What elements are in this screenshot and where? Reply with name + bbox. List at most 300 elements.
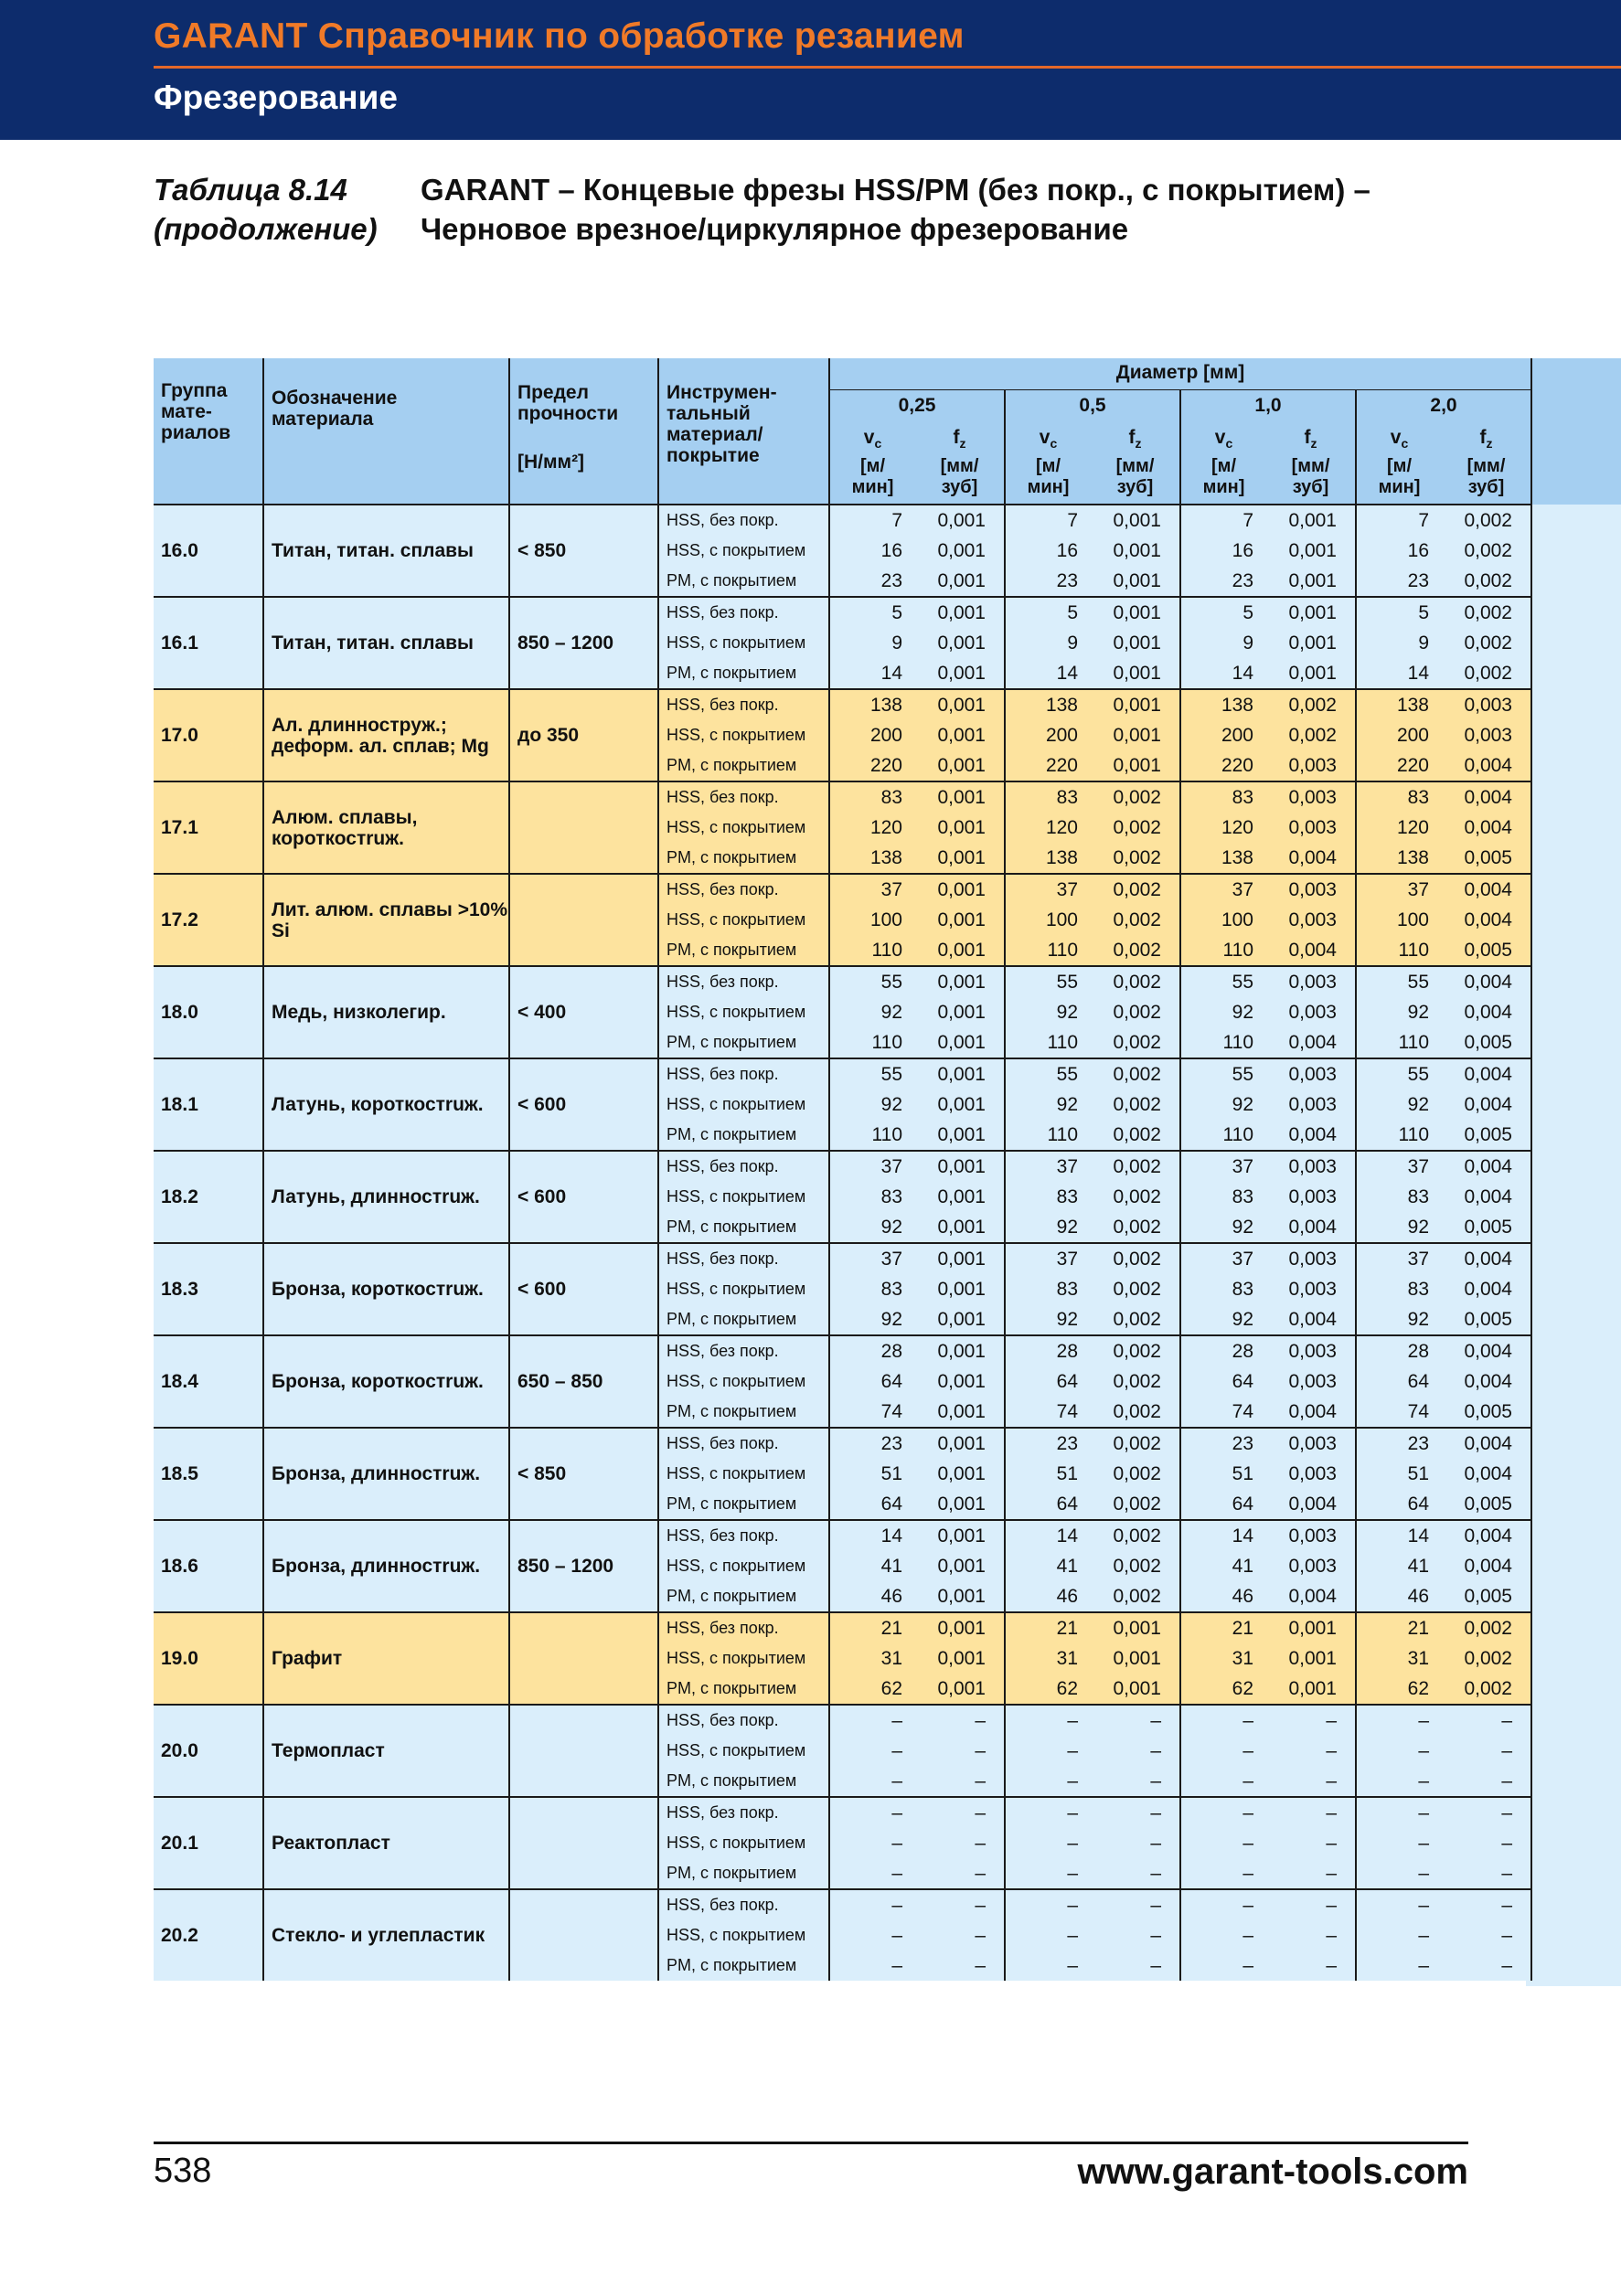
fz-value: 0,001 bbox=[915, 750, 1005, 781]
fz-value: 0,002 bbox=[1091, 874, 1180, 905]
vc-value: 138 bbox=[1005, 843, 1091, 874]
vc-value: – bbox=[1356, 1705, 1442, 1736]
fz-value: 0,002 bbox=[1442, 1643, 1531, 1674]
vc-value: – bbox=[1356, 1858, 1442, 1889]
vc-value: 92 bbox=[1356, 1304, 1442, 1335]
fz-value: 0,002 bbox=[1091, 966, 1180, 997]
vc-value: 110 bbox=[1180, 1027, 1266, 1058]
header-fz: $f_z$ bbox=[1091, 423, 1180, 451]
fz-value: 0,002 bbox=[1442, 566, 1531, 597]
vc-value: – bbox=[1356, 1951, 1442, 1981]
vc-value: 5 bbox=[829, 597, 915, 628]
fz-value: – bbox=[1442, 1828, 1531, 1858]
material-name: Алюм. сплавы, короткостruж. bbox=[263, 781, 509, 874]
material-name: Стекло- и углепластик bbox=[263, 1889, 509, 1981]
table-row bbox=[154, 1520, 1531, 1551]
tool-material: HSS, без покр. bbox=[658, 1889, 829, 1920]
fz-value: – bbox=[915, 1705, 1005, 1736]
tensile-strength bbox=[509, 781, 658, 874]
fz-value: – bbox=[1091, 1736, 1180, 1766]
tensile-strength: 650 – 850 bbox=[509, 1335, 658, 1428]
tensile-strength: < 600 bbox=[509, 1151, 658, 1243]
fz-value: 0,001 bbox=[915, 1581, 1005, 1612]
header-vc: $v_c$ bbox=[1356, 423, 1442, 451]
fz-value: 0,001 bbox=[915, 1027, 1005, 1058]
fz-value: 0,003 bbox=[1266, 1243, 1356, 1274]
tool-material: PM, с покрытием bbox=[658, 843, 829, 874]
fz-value: 0,002 bbox=[1091, 1090, 1180, 1120]
fz-value: – bbox=[1266, 1797, 1356, 1828]
vc-value: 51 bbox=[1005, 1459, 1091, 1489]
fz-value: 0,002 bbox=[1091, 843, 1180, 874]
header-subtitle: Фрезерование bbox=[154, 79, 398, 116]
vc-value: – bbox=[1180, 1951, 1266, 1981]
tool-material: HSS, с покрытием bbox=[658, 1828, 829, 1858]
tool-material: HSS, с покрытием bbox=[658, 1090, 829, 1120]
vc-value: 23 bbox=[829, 1428, 915, 1459]
material-group: 16.0 bbox=[154, 505, 263, 597]
fz-value: 0,004 bbox=[1266, 1581, 1356, 1612]
material-name: Графит bbox=[263, 1612, 509, 1705]
fz-value: 0,001 bbox=[1091, 720, 1180, 750]
material-group: 19.0 bbox=[154, 1612, 263, 1705]
fz-value: 0,001 bbox=[1266, 628, 1356, 658]
vc-value: 110 bbox=[1005, 1120, 1091, 1151]
fz-value: 0,003 bbox=[1266, 1459, 1356, 1489]
fz-value: 0,004 bbox=[1442, 781, 1531, 813]
vc-value: 138 bbox=[1180, 843, 1266, 874]
tool-material: HSS, с покрытием bbox=[658, 720, 829, 750]
fz-value: 0,002 bbox=[1091, 1397, 1180, 1428]
tensile-strength: < 600 bbox=[509, 1243, 658, 1335]
fz-value: 0,001 bbox=[915, 874, 1005, 905]
fz-value: – bbox=[915, 1736, 1005, 1766]
fz-value: 0,004 bbox=[1442, 966, 1531, 997]
vc-value: – bbox=[829, 1951, 915, 1981]
vc-value: 200 bbox=[1180, 720, 1266, 750]
fz-value: 0,002 bbox=[1091, 1581, 1180, 1612]
table-row bbox=[154, 1243, 1531, 1274]
tool-material: PM, с покрытием bbox=[658, 1120, 829, 1151]
vc-value: 46 bbox=[1005, 1581, 1091, 1612]
fz-value: 0,002 bbox=[1091, 1182, 1180, 1212]
fz-value: 0,002 bbox=[1091, 1027, 1180, 1058]
fz-value: 0,001 bbox=[915, 597, 1005, 628]
header-fz: $f_z$ bbox=[1266, 423, 1356, 451]
vc-value: 7 bbox=[1180, 505, 1266, 536]
fz-value: 0,004 bbox=[1266, 1027, 1356, 1058]
vc-value: – bbox=[1005, 1858, 1091, 1889]
fz-value: 0,004 bbox=[1442, 874, 1531, 905]
vc-value: 110 bbox=[1356, 1120, 1442, 1151]
fz-value: – bbox=[1442, 1951, 1531, 1981]
fz-value: 0,002 bbox=[1091, 1120, 1180, 1151]
fz-value: 0,002 bbox=[1091, 935, 1180, 966]
vc-value: 83 bbox=[1180, 781, 1266, 813]
fz-value: 0,003 bbox=[1266, 1551, 1356, 1581]
material-name: Бронза, длинностruж. bbox=[263, 1428, 509, 1520]
vc-value: 138 bbox=[1180, 689, 1266, 720]
fz-value: 0,001 bbox=[915, 781, 1005, 813]
fz-value: 0,003 bbox=[1266, 1274, 1356, 1304]
material-name: Ал. длинноструж.; деформ. ал. сплав; Mg bbox=[263, 689, 509, 781]
vc-value: 46 bbox=[1180, 1581, 1266, 1612]
vc-value: 46 bbox=[829, 1581, 915, 1612]
vc-value: 37 bbox=[1005, 1151, 1091, 1182]
tool-material: HSS, без покр. bbox=[658, 781, 829, 813]
vc-value: 92 bbox=[1180, 997, 1266, 1027]
fz-value: 0,003 bbox=[1266, 1151, 1356, 1182]
vc-value: – bbox=[1005, 1736, 1091, 1766]
vc-value: 110 bbox=[829, 1120, 915, 1151]
vc-value: – bbox=[1356, 1766, 1442, 1797]
fz-value: 0,002 bbox=[1091, 905, 1180, 935]
fz-value: 0,002 bbox=[1091, 1489, 1180, 1520]
vc-value: 83 bbox=[1356, 1274, 1442, 1304]
vc-value: 100 bbox=[1005, 905, 1091, 935]
vc-value: 37 bbox=[1180, 1243, 1266, 1274]
fz-value: – bbox=[1266, 1858, 1356, 1889]
vc-value: 9 bbox=[1180, 628, 1266, 658]
fz-value: 0,001 bbox=[915, 1151, 1005, 1182]
material-group: 20.1 bbox=[154, 1797, 263, 1889]
vc-value: – bbox=[1180, 1797, 1266, 1828]
vc-value: 74 bbox=[829, 1397, 915, 1428]
vc-value: 200 bbox=[1005, 720, 1091, 750]
fz-value: – bbox=[915, 1828, 1005, 1858]
material-group: 20.2 bbox=[154, 1889, 263, 1981]
vc-value: 14 bbox=[1356, 1520, 1442, 1551]
tool-material: HSS, без покр. bbox=[658, 1058, 829, 1090]
vc-value: – bbox=[829, 1766, 915, 1797]
fz-value: 0,001 bbox=[1091, 1643, 1180, 1674]
vc-value: 23 bbox=[1356, 1428, 1442, 1459]
header-title: GARANT Справочник по обработке резанием bbox=[154, 16, 965, 56]
header-fz-unit: [мм/ зуб] bbox=[1266, 451, 1356, 505]
vc-value: 64 bbox=[829, 1366, 915, 1397]
vc-value: 64 bbox=[1356, 1489, 1442, 1520]
vc-value: 220 bbox=[1005, 750, 1091, 781]
vc-value: – bbox=[829, 1920, 915, 1951]
fz-value: 0,001 bbox=[1091, 658, 1180, 689]
fz-value: – bbox=[1442, 1766, 1531, 1797]
fz-value: 0,004 bbox=[1442, 1520, 1531, 1551]
fz-value: 0,001 bbox=[915, 1058, 1005, 1090]
table-caption-label bbox=[154, 170, 378, 249]
fz-value: 0,004 bbox=[1442, 1243, 1531, 1274]
fz-value: – bbox=[915, 1766, 1005, 1797]
fz-value: – bbox=[1091, 1705, 1180, 1736]
fz-value: 0,001 bbox=[1091, 1674, 1180, 1705]
table-row bbox=[154, 874, 1531, 905]
table-row bbox=[154, 1797, 1531, 1828]
fz-value: 0,002 bbox=[1091, 813, 1180, 843]
fz-value: 0,001 bbox=[1091, 505, 1180, 536]
fz-value: 0,004 bbox=[1442, 1058, 1531, 1090]
fz-value: 0,001 bbox=[1091, 750, 1180, 781]
vc-value: 92 bbox=[1180, 1304, 1266, 1335]
tool-material: HSS, без покр. bbox=[658, 1243, 829, 1274]
table-row bbox=[154, 966, 1531, 997]
tool-material: HSS, без покр. bbox=[658, 1797, 829, 1828]
tool-material: HSS, с покрытием bbox=[658, 905, 829, 935]
vc-value: 92 bbox=[1005, 1212, 1091, 1243]
header-diameter: Диаметр [мм] bbox=[829, 358, 1531, 389]
tool-material: PM, с покрытием bbox=[658, 1212, 829, 1243]
vc-value: 92 bbox=[829, 1090, 915, 1120]
table-row bbox=[154, 1058, 1531, 1090]
vc-value: 220 bbox=[1180, 750, 1266, 781]
vc-value: 83 bbox=[1356, 1182, 1442, 1212]
fz-value: 0,005 bbox=[1442, 843, 1531, 874]
vc-value: 7 bbox=[1356, 505, 1442, 536]
fz-value: 0,002 bbox=[1442, 628, 1531, 658]
fz-value: 0,001 bbox=[1266, 1612, 1356, 1643]
vc-value: 110 bbox=[1356, 935, 1442, 966]
vc-value: 74 bbox=[1180, 1397, 1266, 1428]
fz-value: 0,001 bbox=[1091, 689, 1180, 720]
vc-value: 14 bbox=[829, 658, 915, 689]
header-diameter-value: 0,25 bbox=[829, 389, 1005, 423]
fz-value: 0,003 bbox=[1266, 781, 1356, 813]
tool-material: HSS, с покрытием bbox=[658, 1459, 829, 1489]
vc-value: 55 bbox=[1005, 966, 1091, 997]
tool-material: HSS, без покр. bbox=[658, 1151, 829, 1182]
fz-value: 0,004 bbox=[1442, 813, 1531, 843]
vc-value: 5 bbox=[1356, 597, 1442, 628]
material-group: 17.2 bbox=[154, 874, 263, 966]
vc-value: 37 bbox=[1356, 1151, 1442, 1182]
tensile-strength: 850 – 1200 bbox=[509, 597, 658, 689]
vc-value: 55 bbox=[829, 1058, 915, 1090]
vc-value: 9 bbox=[1356, 628, 1442, 658]
material-group: 17.0 bbox=[154, 689, 263, 781]
vc-value: 110 bbox=[1005, 935, 1091, 966]
vc-value: 74 bbox=[1356, 1397, 1442, 1428]
header-group: Группа мате- риалов bbox=[154, 358, 263, 505]
fz-value: 0,005 bbox=[1442, 1581, 1531, 1612]
table-row bbox=[154, 689, 1531, 720]
vc-value: – bbox=[1356, 1889, 1442, 1920]
vc-value: 23 bbox=[829, 566, 915, 597]
material-group: 18.5 bbox=[154, 1428, 263, 1520]
vc-value: 23 bbox=[1005, 1428, 1091, 1459]
fz-value: 0,004 bbox=[1442, 1090, 1531, 1120]
vc-value: 28 bbox=[1005, 1335, 1091, 1366]
vc-value: 83 bbox=[1180, 1182, 1266, 1212]
vc-value: 16 bbox=[1005, 536, 1091, 566]
tensile-strength bbox=[509, 1705, 658, 1797]
header-fz-unit: [мм/ зуб] bbox=[915, 451, 1005, 505]
vc-value: 64 bbox=[1356, 1366, 1442, 1397]
fz-value: – bbox=[1266, 1951, 1356, 1981]
tool-material: HSS, без покр. bbox=[658, 505, 829, 536]
vc-value: 120 bbox=[829, 813, 915, 843]
vc-value: 83 bbox=[1005, 1182, 1091, 1212]
fz-value: – bbox=[1091, 1797, 1180, 1828]
fz-value: – bbox=[1442, 1736, 1531, 1766]
vc-value: – bbox=[1180, 1736, 1266, 1766]
fz-value: 0,001 bbox=[1266, 597, 1356, 628]
vc-value: 41 bbox=[1005, 1551, 1091, 1581]
vc-value: 83 bbox=[829, 1182, 915, 1212]
table-row bbox=[154, 1335, 1531, 1366]
vc-value: 55 bbox=[1356, 1058, 1442, 1090]
tool-material: HSS, с покрытием bbox=[658, 628, 829, 658]
vc-value: 37 bbox=[1356, 1243, 1442, 1274]
tool-material: HSS, с покрытием bbox=[658, 1366, 829, 1397]
vc-value: 21 bbox=[1180, 1612, 1266, 1643]
vc-value: 64 bbox=[1180, 1366, 1266, 1397]
fz-value: – bbox=[915, 1797, 1005, 1828]
header-diameter-value: 2,0 bbox=[1356, 389, 1531, 423]
fz-value: 0,001 bbox=[915, 1366, 1005, 1397]
vc-value: – bbox=[1356, 1797, 1442, 1828]
vc-value: 110 bbox=[1005, 1027, 1091, 1058]
header-rule bbox=[154, 66, 1621, 69]
fz-value: 0,004 bbox=[1442, 1428, 1531, 1459]
tensile-strength bbox=[509, 1889, 658, 1981]
vc-value: 64 bbox=[1005, 1366, 1091, 1397]
fz-value: 0,001 bbox=[915, 813, 1005, 843]
fz-value: 0,004 bbox=[1266, 1304, 1356, 1335]
fz-value: 0,004 bbox=[1266, 1489, 1356, 1520]
tool-material: HSS, без покр. bbox=[658, 1428, 829, 1459]
tool-material: PM, с покрытием bbox=[658, 1674, 829, 1705]
fz-value: 0,002 bbox=[1442, 597, 1531, 628]
vc-value: – bbox=[1180, 1889, 1266, 1920]
material-name: Реактопласт bbox=[263, 1797, 509, 1889]
vc-value: 55 bbox=[1356, 966, 1442, 997]
vc-value: – bbox=[1005, 1797, 1091, 1828]
vc-value: 64 bbox=[1180, 1489, 1266, 1520]
vc-value: 220 bbox=[1356, 750, 1442, 781]
fz-value: 0,001 bbox=[1266, 536, 1356, 566]
table-header bbox=[154, 358, 1531, 505]
fz-value: 0,004 bbox=[1442, 1151, 1531, 1182]
vc-value: 83 bbox=[1005, 781, 1091, 813]
vc-value: 83 bbox=[1356, 781, 1442, 813]
vc-value: 51 bbox=[829, 1459, 915, 1489]
tool-material: HSS, без покр. bbox=[658, 966, 829, 997]
fz-value: – bbox=[915, 1889, 1005, 1920]
fz-value: 0,002 bbox=[1442, 505, 1531, 536]
tool-material: HSS, с покрытием bbox=[658, 1643, 829, 1674]
vc-value: 138 bbox=[1356, 843, 1442, 874]
vc-value: – bbox=[1180, 1828, 1266, 1858]
fz-value: – bbox=[1442, 1889, 1531, 1920]
fz-value: 0,003 bbox=[1266, 1520, 1356, 1551]
fz-value: 0,005 bbox=[1442, 1120, 1531, 1151]
vc-value: 92 bbox=[1005, 997, 1091, 1027]
vc-value: – bbox=[829, 1889, 915, 1920]
vc-value: – bbox=[1356, 1828, 1442, 1858]
caption-label-line1: Таблица 8.14 bbox=[154, 173, 347, 207]
fz-value: 0,002 bbox=[1091, 1551, 1180, 1581]
vc-value: 46 bbox=[1356, 1581, 1442, 1612]
fz-value: 0,002 bbox=[1091, 1520, 1180, 1551]
vc-value: 51 bbox=[1356, 1459, 1442, 1489]
vc-value: 110 bbox=[829, 1027, 915, 1058]
vc-value: 200 bbox=[829, 720, 915, 750]
vc-value: 23 bbox=[1356, 566, 1442, 597]
material-name: Медь, низколегир. bbox=[263, 966, 509, 1058]
fz-value: 0,001 bbox=[915, 1243, 1005, 1274]
fz-value: 0,003 bbox=[1266, 1366, 1356, 1397]
material-name: Бронза, короткостruж. bbox=[263, 1335, 509, 1428]
vc-value: 23 bbox=[1180, 566, 1266, 597]
fz-value: 0,001 bbox=[915, 1612, 1005, 1643]
vc-value: 92 bbox=[829, 997, 915, 1027]
vc-value: 41 bbox=[829, 1551, 915, 1581]
vc-value: 64 bbox=[1005, 1489, 1091, 1520]
vc-value: – bbox=[829, 1858, 915, 1889]
page-header bbox=[0, 0, 1621, 140]
vc-value: 55 bbox=[1180, 966, 1266, 997]
fz-value: 0,004 bbox=[1442, 997, 1531, 1027]
vc-value: 92 bbox=[1356, 1090, 1442, 1120]
vc-value: 31 bbox=[1180, 1643, 1266, 1674]
header-vc-unit: [м/ мин] bbox=[1005, 451, 1091, 505]
vc-value: 28 bbox=[829, 1335, 915, 1366]
header-tool: Инструмен- тальный материал/ покрытие bbox=[658, 358, 829, 505]
vc-value: 14 bbox=[1005, 658, 1091, 689]
fz-value: – bbox=[1442, 1920, 1531, 1951]
page-number: 538 bbox=[154, 2152, 212, 2190]
fz-value: – bbox=[1091, 1766, 1180, 1797]
fz-value: – bbox=[1091, 1951, 1180, 1981]
tool-material: PM, с покрытием bbox=[658, 1027, 829, 1058]
fz-value: 0,003 bbox=[1266, 1058, 1356, 1090]
fz-value: 0,001 bbox=[1266, 566, 1356, 597]
fz-value: – bbox=[915, 1920, 1005, 1951]
header-fz-unit: [мм/ зуб] bbox=[1442, 451, 1531, 505]
material-group: 18.2 bbox=[154, 1151, 263, 1243]
footer-rule bbox=[154, 2142, 1468, 2144]
fz-value: 0,001 bbox=[1091, 566, 1180, 597]
table-row bbox=[154, 1151, 1531, 1182]
fz-value: 0,001 bbox=[915, 566, 1005, 597]
tensile-strength: до 350 bbox=[509, 689, 658, 781]
vc-value: 37 bbox=[829, 1243, 915, 1274]
vc-value: 138 bbox=[829, 843, 915, 874]
fz-value: 0,003 bbox=[1266, 966, 1356, 997]
fz-value: 0,001 bbox=[915, 1397, 1005, 1428]
vc-value: 41 bbox=[1356, 1551, 1442, 1581]
caption-text-line2: Черновое врезное/циркулярное фрезерование bbox=[421, 212, 1129, 246]
fz-value: 0,001 bbox=[915, 935, 1005, 966]
tool-material: HSS, без покр. bbox=[658, 1705, 829, 1736]
fz-value: – bbox=[1266, 1705, 1356, 1736]
vc-value: 110 bbox=[829, 935, 915, 966]
fz-value: 0,002 bbox=[1266, 720, 1356, 750]
material-group: 18.1 bbox=[154, 1058, 263, 1151]
fz-value: 0,005 bbox=[1442, 1489, 1531, 1520]
fz-value: 0,004 bbox=[1442, 905, 1531, 935]
fz-value: 0,003 bbox=[1266, 1090, 1356, 1120]
fz-value: 0,002 bbox=[1266, 689, 1356, 720]
fz-value: 0,001 bbox=[915, 843, 1005, 874]
vc-value: 92 bbox=[1180, 1090, 1266, 1120]
fz-value: 0,002 bbox=[1442, 1674, 1531, 1705]
fz-value: – bbox=[915, 1951, 1005, 1981]
vc-value: – bbox=[829, 1705, 915, 1736]
fz-value: – bbox=[1442, 1705, 1531, 1736]
material-group: 20.0 bbox=[154, 1705, 263, 1797]
tool-material: PM, с покрытием bbox=[658, 1766, 829, 1797]
vc-value: 21 bbox=[1005, 1612, 1091, 1643]
header-strength: Предел прочности [Н/мм²] bbox=[509, 358, 658, 505]
